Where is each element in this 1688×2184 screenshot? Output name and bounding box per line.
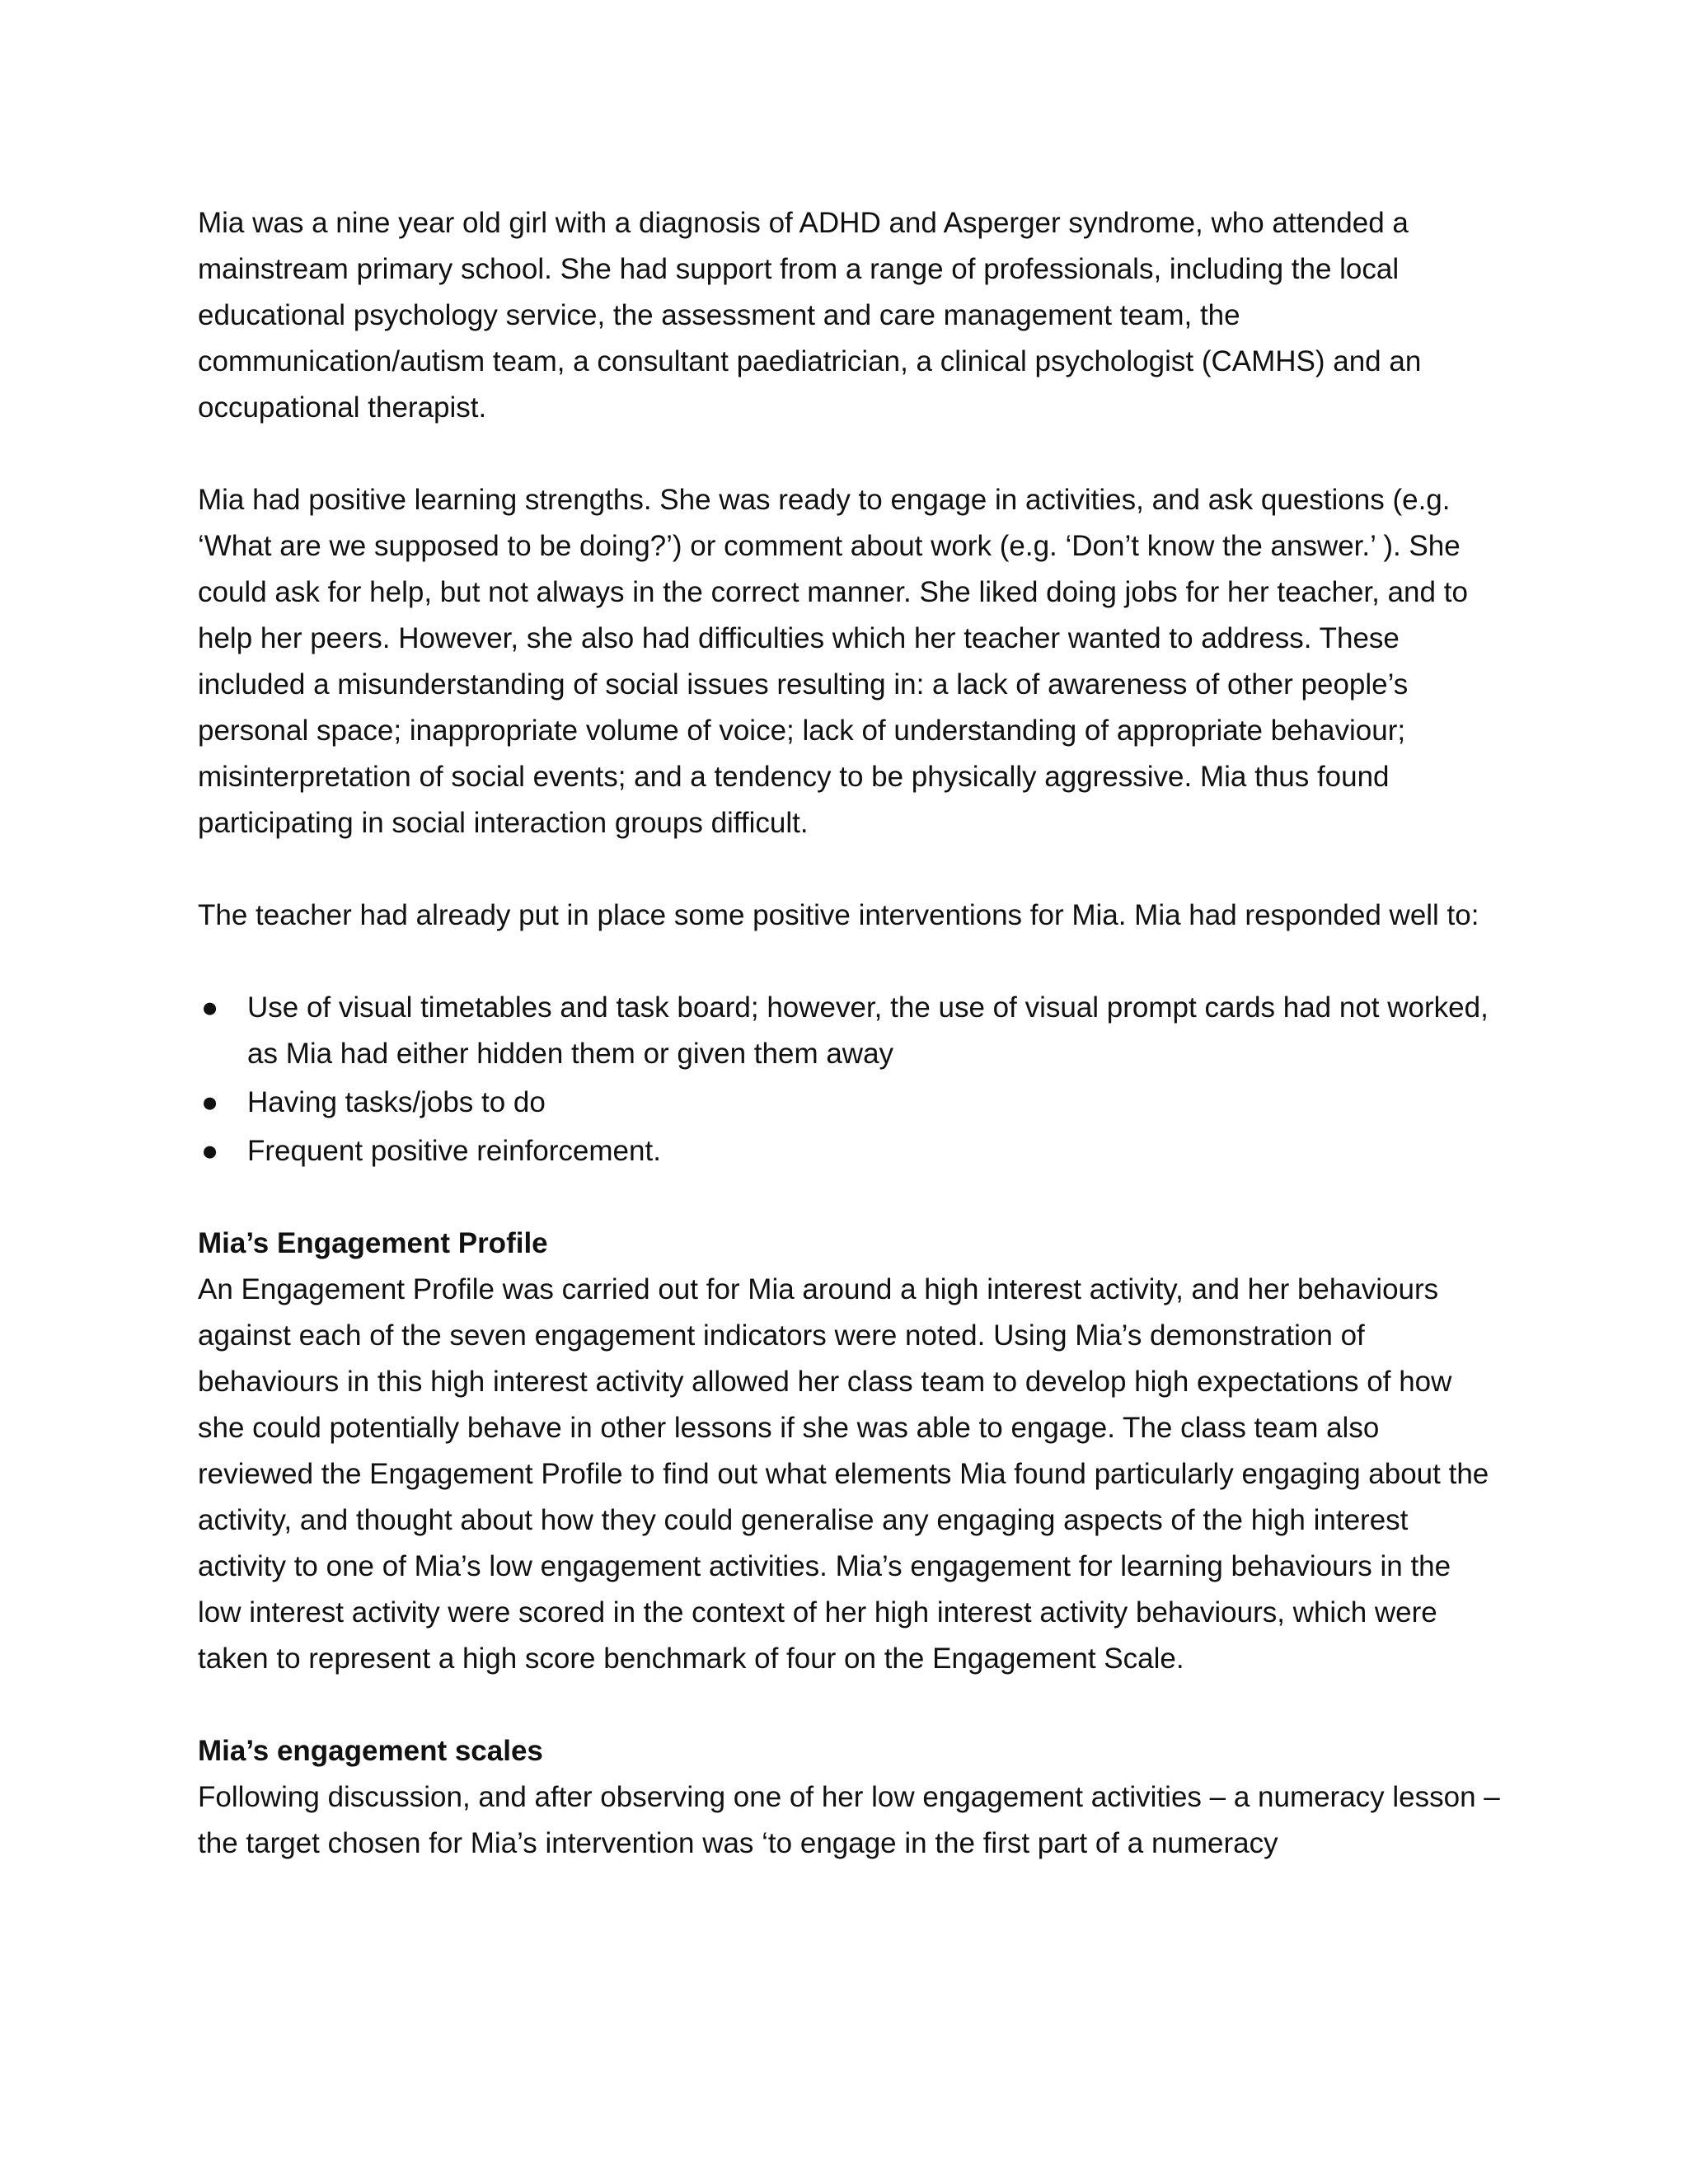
- document-page: [198, 200, 1500, 1867]
- section-text-engagement-profile: An Engagement Profile was carried out for Mia around a high interest activity, and her behaviours against each of the seven engagement indicators were noted. Using Mia’s demonstration of behaviours in this high interest activity allowed her class team to develop high expectations of how she could potentially behave in other lessons if she was able to engage. The class team also reviewed the Engagement Profile to find out what elements Mia found particularly engaging about the activity, and thought about how they could generalise any engaging aspects of the high interest activity to one of Mia’s low engagement activities. Mia’s engagement for learning behaviours in the low interest activity were scored in the context of her high interest activity behaviours, which were taken to represent a high score benchmark of four on the Engagement Scale.: [198, 1273, 1489, 1675]
- list-item-text: Use of visual timetables and task board; however, the use of visual prompt cards had not worked, as Mia had either hidden them or given them away: [247, 991, 1489, 1070]
- list-item-text: Frequent positive reinforcement.: [247, 1135, 661, 1167]
- bullet-icon: ●: [201, 1135, 219, 1167]
- list-item-text: Having tasks/jobs to do: [247, 1086, 546, 1118]
- paragraph-strengths: Mia had positive learning strengths. She was ready to engage in activities, and ask questions (e.g. ‘What are we supposed to be doing?’) or comment about work (e.g. ‘Don’t know the answer.’ ). She could ask for help, but not always in the correct manner. She liked doing jobs for her teacher, and to help her peers. However, she also had difficulties which her teacher wanted to address. These included a misunderstanding of social issues resulting in: a lack of awareness of other people’s personal space; inappropriate volume of voice; lack of understanding of appropriate behaviour; misinterpretation of social events; and a tendency to be physically aggressive. Mia thus found participating in social interaction groups difficult.: [198, 484, 1468, 839]
- section-heading-engagement-profile: Mia’s Engagement Profile: [198, 1227, 548, 1259]
- intervention-list: [198, 985, 1500, 1174]
- list-item: [198, 985, 1500, 1077]
- paragraph-intro: Mia was a nine year old girl with a diagnosis of ADHD and Asperger syndrome, who attended a mainstream primary school. She had support from a range of professionals, including the local educational psychology service, the assessment and care management team, the communication/autism team, a consultant paediatrician, a clinical psychologist (CAMHS) and an occupational therapist.: [198, 207, 1422, 424]
- section-heading-engagement-scales: Mia’s engagement scales: [198, 1735, 543, 1767]
- list-item: [198, 1128, 1500, 1174]
- bullet-icon: ●: [201, 1086, 219, 1118]
- list-item: [198, 1080, 1500, 1126]
- paragraph-interventions: The teacher had already put in place some positive interventions for Mia. Mia had responded well to:: [198, 899, 1479, 931]
- section-text-engagement-scales: Following discussion, and after observing one of her low engagement activities – a numeracy lesson – the target chosen for Mia’s intervention was ‘to engage in the first part of a numeracy: [198, 1781, 1500, 1859]
- bullet-icon: ●: [201, 991, 219, 1024]
